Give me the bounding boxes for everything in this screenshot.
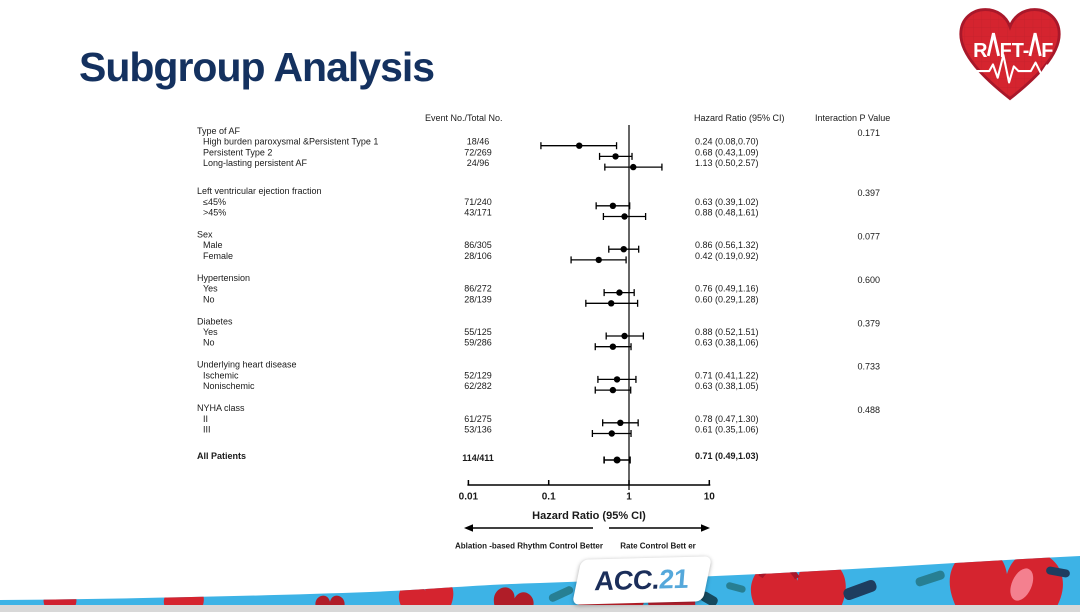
hr-ci-value: 0.60 (0.29,1.28) (695, 294, 759, 305)
forest-plot-container (190, 105, 910, 557)
group-label: Hypertension (197, 272, 251, 283)
group-label: Type of AF (197, 126, 241, 136)
hr-point-marker (610, 203, 616, 209)
hr-point-marker (576, 143, 582, 149)
events-value: 61/275 (464, 413, 492, 424)
row-label: No (203, 294, 215, 305)
events-value: 18/46 (466, 136, 490, 147)
hr-ci-value: 0.76 (0.49,1.16) (695, 283, 759, 294)
events-value: 43/171 (464, 207, 492, 218)
hr-ci-value: 0.71 (0.41,1.22) (695, 370, 759, 381)
acc-brand-text: ACC. (594, 564, 661, 597)
direction-label-right: Rate Control Bett er (620, 541, 696, 551)
row-label: Persistent Type 2 (203, 147, 273, 158)
hr-ci-value: 0.68 (0.43,1.09) (695, 147, 759, 158)
interaction-p-value: 0.733 (857, 361, 880, 372)
hr-ci-value: 0.78 (0.47,1.30) (695, 413, 759, 424)
row-label: Yes (203, 327, 218, 337)
direction-label-left: Ablation -based Rhythm Control Better (454, 541, 604, 551)
hr-point-marker (621, 213, 627, 219)
page-title: Subgroup Analysis (79, 44, 435, 90)
x-axis-tick-label: 10 (703, 491, 715, 503)
row-label: III (203, 424, 211, 435)
group-label: Diabetes (197, 316, 233, 327)
hr-ci-value: 1.13 (0.50,2.57) (695, 158, 759, 169)
logo-text-f: F (1041, 39, 1054, 62)
hr-ci-value: 0.61 (0.35,1.06) (695, 424, 759, 435)
interaction-p-value: 0.600 (857, 274, 880, 285)
hr-ci-value: 0.88 (0.52,1.51) (695, 327, 759, 337)
events-value: 62/282 (464, 381, 492, 392)
events-column-header: Event No./Total No. (425, 113, 503, 123)
raft-af-logo (946, 2, 1074, 108)
arrowhead-right-icon (701, 524, 710, 532)
row-label: Yes (203, 283, 218, 294)
hr-ci-value: 0.42 (0.19,0.92) (695, 250, 759, 261)
row-label: Female (203, 250, 234, 261)
hr-point-marker (616, 289, 622, 295)
group-label: Sex (197, 229, 213, 240)
hr-point-marker (630, 164, 636, 170)
events-value: 53/136 (464, 424, 492, 435)
overall-label: All Patients (197, 451, 247, 461)
row-label: Long-lasting persistent AF (203, 158, 308, 169)
interaction-p-value: 0.171 (857, 128, 880, 138)
hr-column-header: Hazard Ratio (95% CI) (694, 113, 785, 123)
hr-point-marker (609, 430, 615, 436)
x-axis-title: Hazard Ratio (95% CI) (532, 510, 646, 522)
logo-text-ft: FT- (999, 39, 1030, 62)
hr-point-marker (614, 457, 621, 464)
hr-point-marker (621, 246, 627, 252)
events-value: 71/240 (464, 196, 492, 207)
hr-ci-value: 0.63 (0.39,1.02) (695, 196, 759, 207)
interaction-p-value: 0.379 (857, 318, 880, 329)
row-label: No (203, 337, 215, 348)
events-value: 72/269 (464, 147, 492, 158)
heart-illustration (748, 556, 852, 612)
group-label: Left ventricular ejection fraction (197, 186, 322, 197)
row-label: II (203, 413, 209, 424)
events-value: 55/125 (464, 327, 492, 337)
hr-point-marker (610, 344, 616, 350)
overall-events-value: 114/411 (462, 453, 494, 463)
forest-plot (190, 105, 910, 557)
row-label: High burden paroxysmal &Persistent Type 1 (203, 136, 379, 147)
footer-banner (0, 554, 1080, 612)
group-label: NYHA class (197, 403, 245, 414)
x-axis-tick-label: 0.1 (541, 491, 556, 503)
hr-ci-value: 0.24 (0.08,0.70) (695, 136, 759, 147)
hr-ci-value: 0.63 (0.38,1.05) (695, 381, 759, 392)
hr-ci-value: 0.88 (0.48,1.61) (695, 207, 759, 218)
hr-point-marker (612, 153, 618, 159)
interaction-column-header: Interaction P Value (815, 113, 891, 123)
hr-point-marker (617, 420, 623, 426)
hr-point-marker (610, 387, 616, 393)
interaction-p-value: 0.077 (857, 231, 880, 242)
logo-text-r: R (973, 39, 988, 62)
acc-year-text: 21 (658, 563, 691, 595)
events-value: 86/305 (464, 240, 492, 251)
row-label: Male (203, 240, 223, 251)
events-value: 52/129 (464, 370, 492, 381)
hr-ci-value: 0.86 (0.56,1.32) (695, 240, 759, 251)
events-value: 59/286 (464, 337, 492, 348)
hr-point-marker (596, 257, 602, 263)
acc21-badge (572, 556, 712, 604)
events-value: 86/272 (464, 283, 492, 294)
interaction-p-value: 0.397 (857, 188, 880, 199)
events-value: 28/106 (464, 250, 492, 261)
arrowhead-left-icon (464, 524, 473, 532)
row-label: >45% (203, 207, 227, 218)
events-value: 24/96 (466, 158, 490, 169)
row-label: Ischemic (203, 370, 239, 381)
group-label: Underlying heart disease (197, 359, 297, 370)
hr-point-marker (608, 300, 614, 306)
hr-point-marker (621, 333, 627, 339)
row-label: ≤45% (203, 196, 226, 207)
bottom-strip (0, 605, 1080, 612)
hr-ci-value: 0.63 (0.38,1.06) (695, 337, 759, 348)
overall-hr-ci-value: 0.71 (0.49,1.03) (695, 451, 759, 461)
interaction-p-value: 0.488 (857, 405, 880, 416)
x-axis-tick-label: 1 (626, 491, 632, 503)
hr-point-marker (614, 376, 620, 382)
events-value: 28/139 (464, 294, 492, 305)
x-axis-tick-label: 0.01 (458, 491, 479, 503)
row-label: Nonischemic (203, 381, 255, 392)
